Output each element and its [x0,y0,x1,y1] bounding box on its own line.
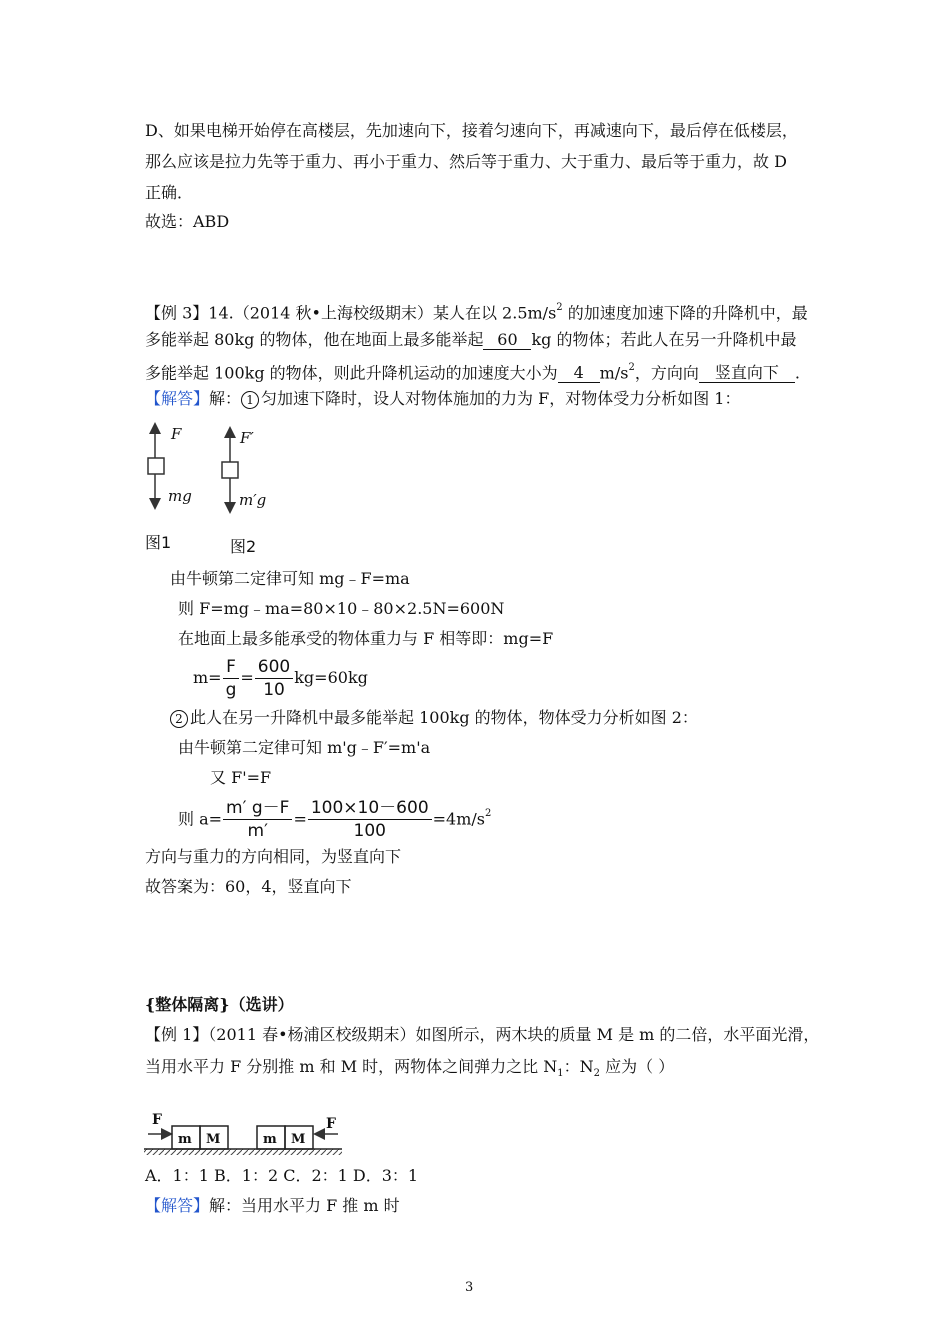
ex1-question-line-1: 【例 1】（2011 春•杨浦区校级期末）如图所示，两木块的质量 M 是 m 的二倍，水平面光滑， [145,1025,820,1044]
ex1-solution: 【解答】解：当用水平力 F 推 m 时 [145,1196,400,1215]
fig2-force-bottom: m′g [239,491,267,509]
ex3-question-line-3: 多能举起 100kg 的物体，则此升降机运动的加速度大小为 4 $m/s^2$，方向向 竖直向下 . [145,362,800,383]
ex1-label: 【例 1】 [145,1025,209,1044]
circled-number-1: 1 [241,391,259,409]
final-answer: 故答案为：60，4，竖直向下 [145,877,352,896]
answer-blank-1: 60 [483,331,531,350]
solution-label: 【解答】 [145,1196,210,1215]
blocks-figure [140,1108,350,1160]
step-part-2: 2 此人在另一升降机中最多能举起 100kg 的物体，物体受力分析如图 2： [170,708,698,728]
prev-choice: 故选：ABD [145,212,230,231]
prev-line-1: D、如果电梯开始停在高楼层，先加速向下，接着匀速向下，再减速向下，最后停在低楼层， [145,121,798,140]
figure-2-diagram [222,432,238,508]
prev-line-2: 那么应该是拉力先等于重力、再小于重力、然后等于重力、大于重力、最后等于重力，故 D [145,152,787,171]
fraction-accel-numeric: $\frac{100\times 10-600}{100}$ [308,797,432,842]
solution-label: 【解答】 [145,389,210,408]
step-newton-2: 由牛顿第二定律可知 m'g﹣F′=m'a [178,738,431,757]
block-label-M1: M [206,1132,221,1147]
fraction-f-over-g: $\frac{F}{g}$ [223,656,240,701]
step-accel-formula: 则 a= $\frac{m' g-F}{m'}$ = $\frac{100\times 10-600}{100}$ $=4m/s^2$ [178,798,492,842]
ex3-question-line-2: 多能举起 80kg 的物体，他在地面上最多能举起 60 kg 的物体；若此人在另一升降机中最 [145,330,797,349]
fig1-caption: 图1 [145,533,172,552]
step-direction: 方向与重力的方向相同，为竖直向下 [145,847,402,866]
step-newton-1: 由牛顿第二定律可知 mg﹣F=ma [170,569,410,588]
block-label-m1: m [178,1132,192,1147]
ex1-options: A．1：1 B．1：2 C．2：1 D．3：1 [145,1166,419,1185]
fig1-force-bottom: mg [168,487,192,505]
fig1-force-top: F [171,425,182,443]
section-title: {整体隔离}（选讲） [145,995,294,1014]
ex1-question-line-2: 当用水平力 F 分别推 m 和 M 时，两物体之间弹力之比 $N_1$：$N_2$ 应为（ ） [145,1057,675,1080]
figure-1-diagram [148,428,164,504]
step-compute-f: 则 F=mg﹣ma=80×10﹣80×2.5N=600N [178,599,505,618]
page-number: 3 [465,1280,474,1295]
prev-line-3: 正确． [145,183,194,202]
step-mass-formula: m= $\frac{F}{g}$ = $\frac{600}{10}$ kg=60kg [193,657,368,700]
step-ground: 在地面上最多能承受的物体重力与 F 相等即：mg=F [178,629,554,648]
fig2-caption: 图2 [230,537,257,556]
ex3-question-line-1: 【例 3】14.（2014 秋•上海校级期末）某人在以 $2.5m/s^2$ 的加速度加速下降的升降机中，最 [145,302,808,323]
ex3-solution-intro: 【解答】解： 1 匀加速下降时，设人对物体施加的力为 F，对物体受力分析如图 1： [145,389,741,408]
answer-blank-2: 4 [558,364,600,383]
force-left-label: F [152,1112,162,1128]
block-label-M2: M [291,1132,306,1147]
answer-blank-3: 竖直向下 [699,364,795,383]
force-right-label: F [326,1116,336,1132]
fraction-accel-symbolic: $\frac{m' g-F}{m'}$ [223,797,292,842]
block-label-m2: m [263,1132,277,1147]
fig2-force-top: F′ [240,429,254,447]
step-f-equal: 又 F'=F [210,768,272,787]
fraction-600-over-10: $\frac{600}{10}$ [255,656,293,701]
circled-number-2: 2 [170,710,188,728]
ex3-label: 【例 3】 [145,303,209,323]
